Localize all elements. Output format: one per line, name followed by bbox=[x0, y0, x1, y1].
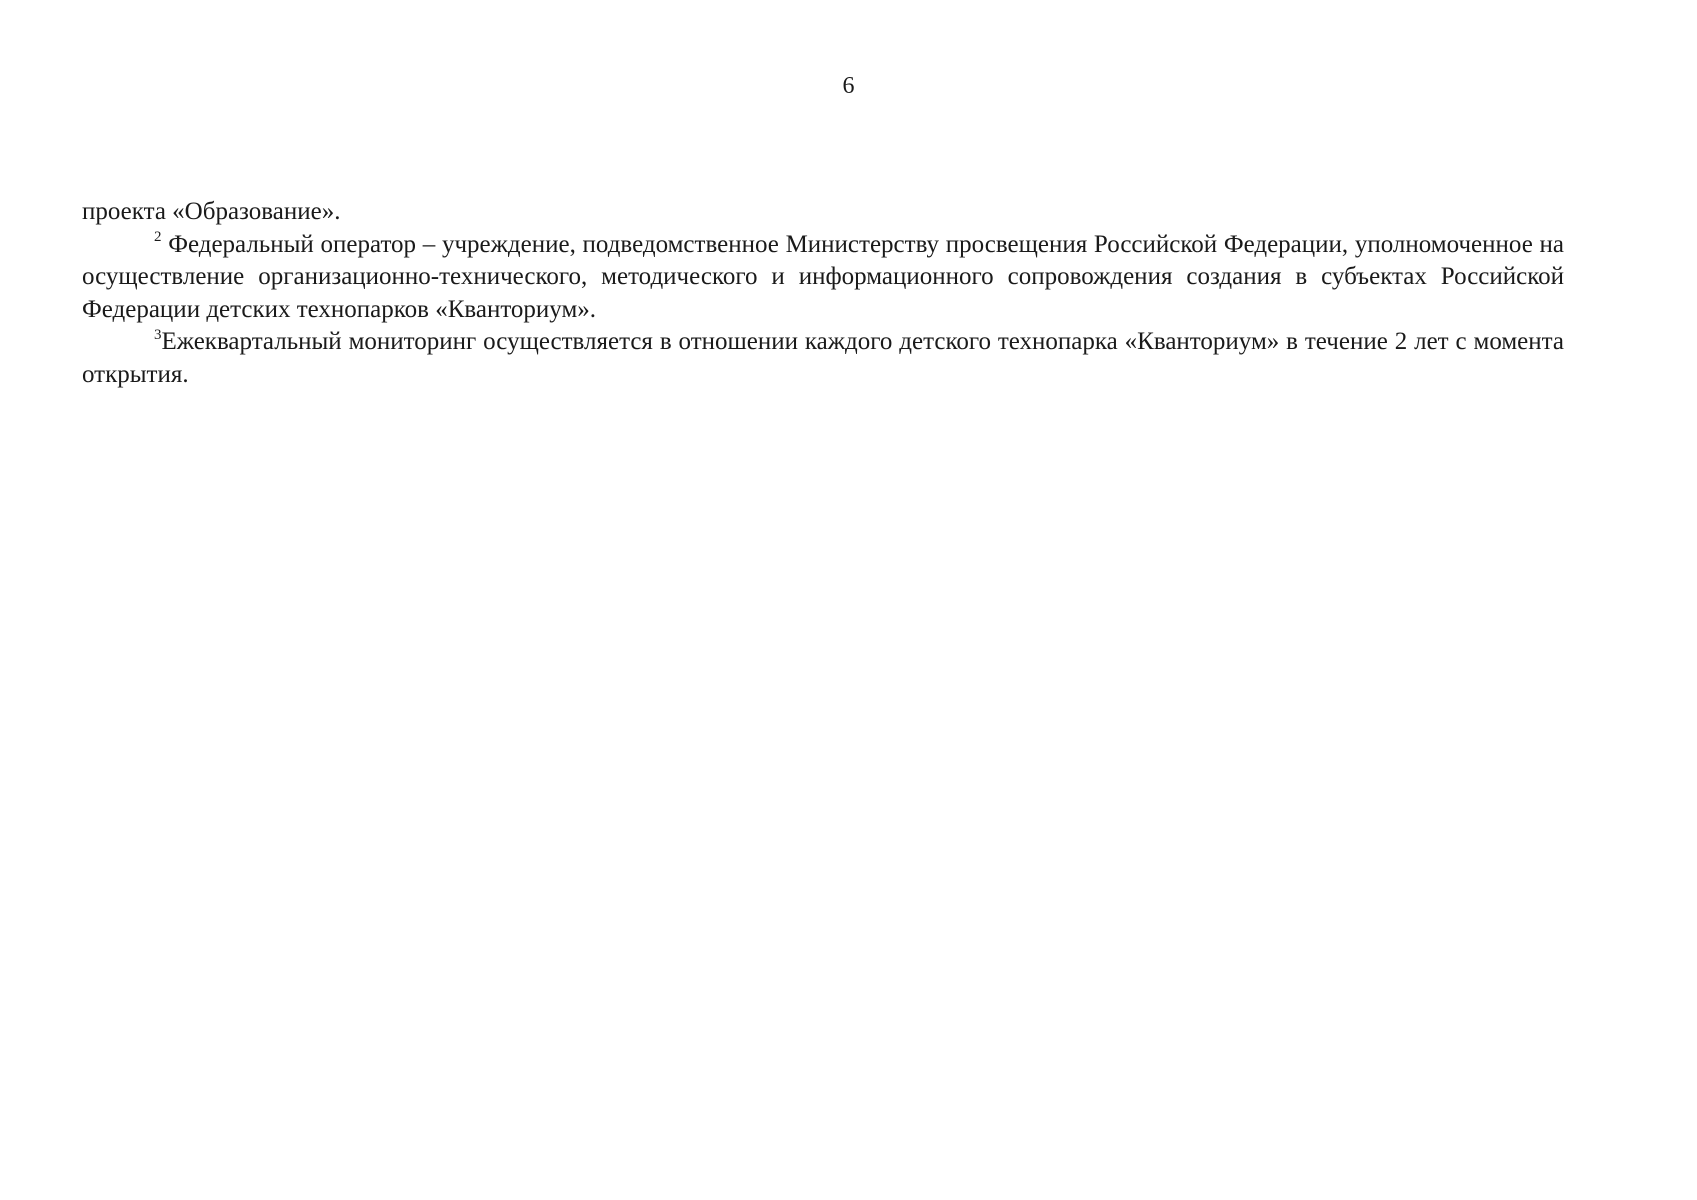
page-number: 6 bbox=[842, 73, 855, 99]
footnote-marker: 3 bbox=[154, 326, 162, 343]
footnote-2 bbox=[82, 229, 1564, 327]
footnote-marker: 2 bbox=[154, 229, 162, 246]
footnotes-block bbox=[82, 196, 1564, 391]
footnote-continuation bbox=[82, 196, 1564, 229]
footnote-text: проекта «Образование». bbox=[82, 198, 341, 225]
footnote-text: Федеральный оператор – учреждение, подведомственное Министерству просвещения Российской Федерации, уполномоченное на осуществление организационно-технического, методического и информационного сопровождения создания в субъектах Российской Федерации детских технопарков «Кванториум». bbox=[82, 230, 1564, 323]
footnote-text: Ежеквартальный мониторинг осуществляется в отношении каждого детского технопарка «Кванториум» в течение 2 лет с момента открытия. bbox=[82, 328, 1564, 388]
footnote-3 bbox=[82, 326, 1564, 391]
